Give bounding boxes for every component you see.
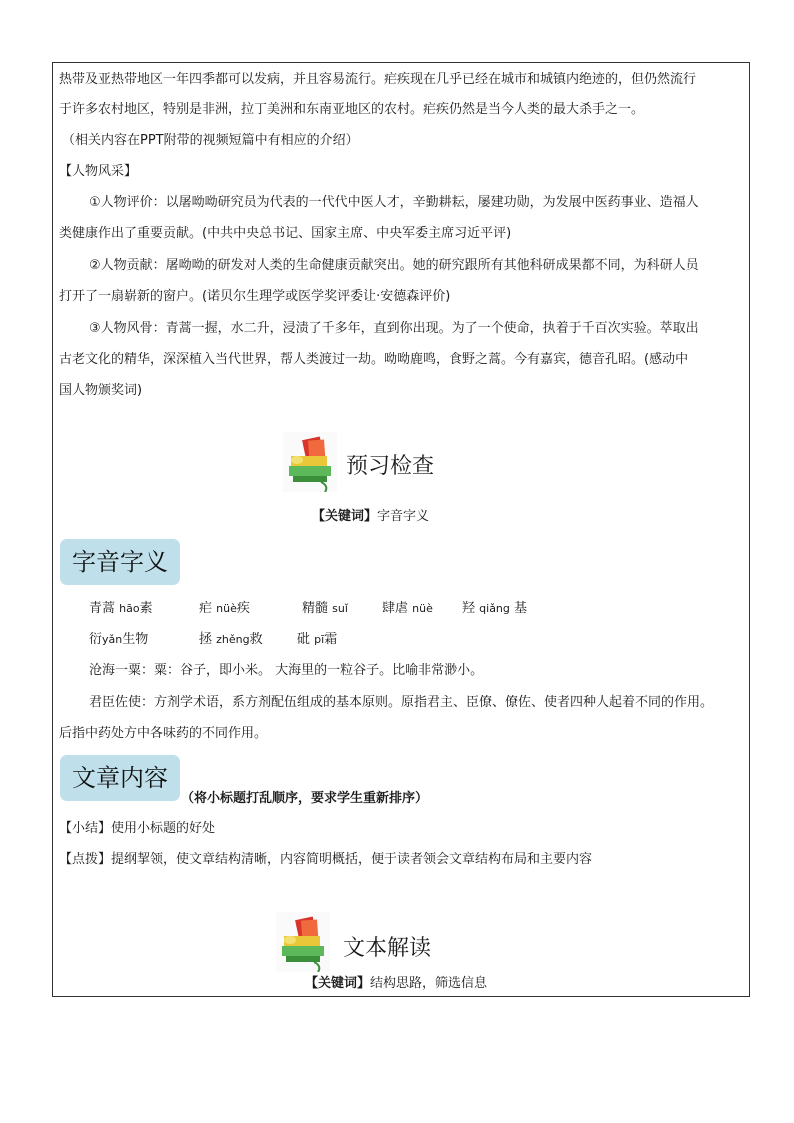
summary-line <box>59 820 215 838</box>
preview-keyword-tag: 【关键词】 <box>312 509 378 524</box>
py-item-3: 精髓 suǐ <box>302 601 348 616</box>
definition-2-line-2: 后指中药处方中各味药的不同作用。 <box>59 726 268 741</box>
persona-p1-line-2: 类健康作出了重要贡献。(中共中央总书记、国家主席、中央军委主席习近平评) <box>59 226 512 241</box>
persona-p3-line-2: 古老文化的精华，深深植入当代世界，帮人类渡过一劫。呦呦鹿鸣，食野之蒿。今有嘉宾，德音孔昭。(感动中 <box>59 352 689 367</box>
persona-p2-line-2: 打开了一扇崭新的窗户。(诺贝尔生理学或医学奖评委让·安德森评价) <box>59 289 451 304</box>
persona-p1-line-1: ①人物评价：以屠呦呦研究员为代表的一代代中医人才，辛勤耕耘，屡建功勋，为发展中医药事业、造福人 <box>89 195 699 210</box>
persona-p3-line-3: 国人物颁奖词) <box>59 383 143 398</box>
preview-title: 预习检查 <box>346 454 435 479</box>
reading-keyword-tag: 【关键词】 <box>305 976 371 991</box>
persona-p3-line-1: ③人物风骨：青蒿一握，水二升，浸渍了千多年，直到你出现。为了一个使命，执着于千百次实验。萃取出 <box>89 321 699 336</box>
definition-2-line-1: 君臣佐使：方剂学术语，系方剂配伍组成的基本原则。原指君主、臣僚、僚佐、使者四种人起着不同的作用。 <box>89 695 714 710</box>
py-item-7: 拯 zhěng救 <box>199 632 263 647</box>
tip-tag: 【点拨】 <box>59 852 112 867</box>
preview-keyword <box>312 508 429 526</box>
persona-p2-line-1: ②人物贡献：屠呦呦的研发对人类的生命健康贡献突出。她的研究跟所有其他科研成果都不同，为科研人员 <box>89 258 699 273</box>
book-stack-icon <box>283 432 337 492</box>
reading-title: 文本解读 <box>343 936 432 961</box>
reading-keyword-text: 结构思路，筛选信息 <box>370 976 488 991</box>
definition-1: 沧海一粟：粟：谷子，即小米。 大海里的一粒谷子。比喻非常渺小。 <box>89 663 484 678</box>
pronunciation-tab: 字音字义 <box>60 539 180 585</box>
content-tab: 文章内容 <box>60 755 180 801</box>
py-item-2: 疟 nüè疾 <box>199 601 250 616</box>
preview-keyword-text: 字音字义 <box>377 509 430 524</box>
intro-line-2: 于许多农村地区，特别是非洲，拉丁美洲和东南亚地区的农村。疟疾仍然是当今人类的最大杀手之一。 <box>59 102 645 117</box>
summary-tag: 【小结】 <box>59 821 112 836</box>
tip-line <box>59 851 592 869</box>
py-item-6: 衍yǎn生物 <box>89 632 149 647</box>
py-item-1: 青蒿 hāo素 <box>89 601 153 616</box>
reading-keyword <box>305 975 487 993</box>
py-item-4: 肆虐 nüè <box>382 601 433 616</box>
persona-heading: 【人物风采】 <box>59 164 138 179</box>
py-item-5: 羟 qiǎng 基 <box>462 601 528 616</box>
py-item-8: 砒 pī霜 <box>297 632 338 647</box>
intro-line-1: 热带及亚热带地区一年四季都可以发病，并且容易流行。疟疾现在几乎已经在城市和城镇内绝迹的，但仍然流行 <box>59 72 697 87</box>
tip-text: 提纲挈领，使文章结构清晰，内容简明概括，便于读者领会文章结构布局和主要内容 <box>111 852 593 867</box>
content-note: （将小标题打乱顺序，要求学生重新排序） <box>181 791 429 806</box>
intro-line-3: （相关内容在PPT附带的视频短篇中有相应的介绍） <box>62 133 359 148</box>
book-stack-icon <box>276 912 330 972</box>
summary-text: 使用小标题的好处 <box>111 821 216 836</box>
